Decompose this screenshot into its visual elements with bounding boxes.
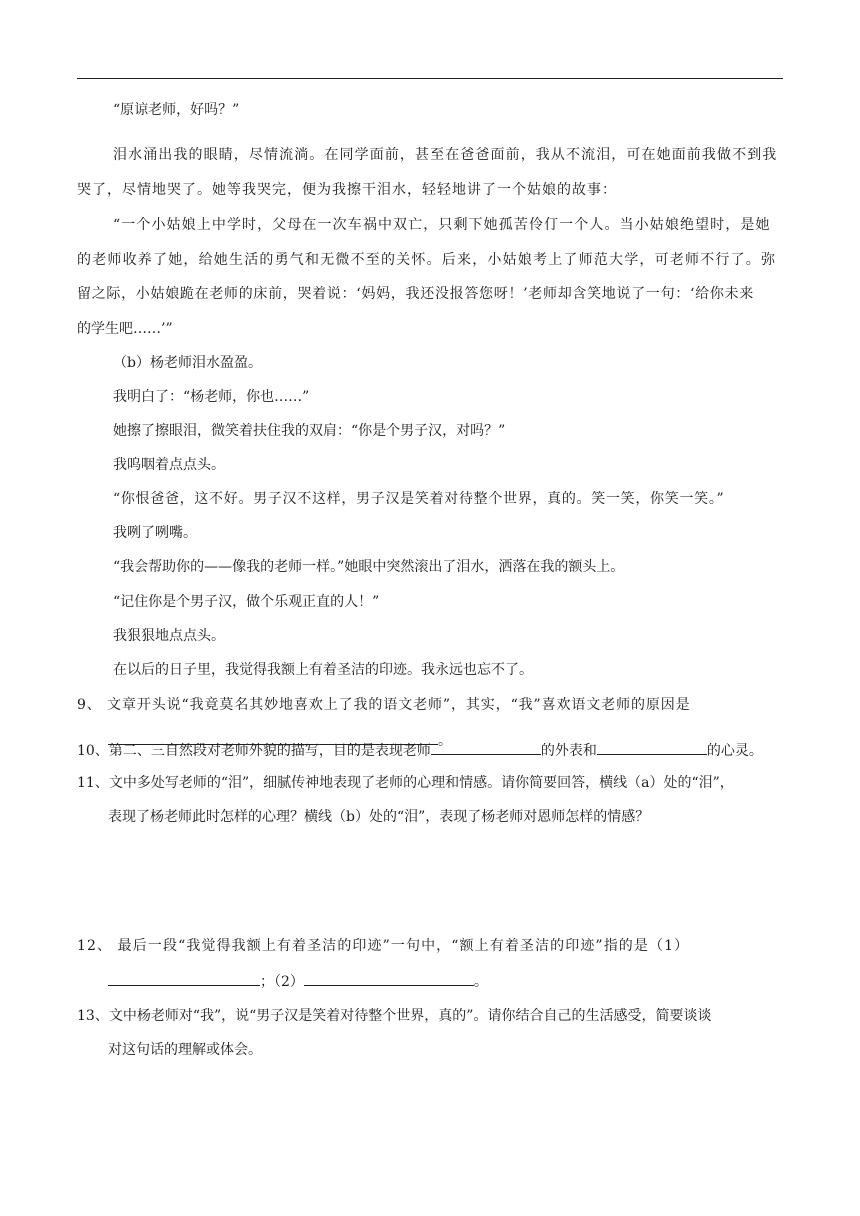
passage-line: 在以后的日子里，我觉得我额上有着圣洁的印迹。我永远也忘不了。 <box>113 662 533 678</box>
question-10-text: 10、第二、三自然段对老师外貌的描写，目的是表现老师 <box>77 743 431 759</box>
question-13-text: 对这句话的理解或体会。 <box>108 1042 262 1058</box>
passage-line: 泪水涌出我的眼睛，尽情流淌。在同学面前，甚至在爸爸面前，我从不流泪，可在她面前我做不到我 <box>113 147 778 163</box>
answer-blank[interactable] <box>108 971 260 986</box>
passage-line: 我呜咽着点点头。 <box>113 457 225 473</box>
passage-line: “原谅老师，好吗？” <box>113 102 240 118</box>
question-12-answer: ；（2） 。 <box>108 971 488 992</box>
question-13-text: 13、文中杨老师对“我”，说“男子汉是笑着对待整个世界，真的”。请你结合自己的生活感受，简要谈谈 <box>77 1008 712 1024</box>
passage-line: “你恨爸爸，这不好。男子汉不这样，男子汉是笑着对待整个世界，真的。笑一笑，你笑一笑。” <box>113 491 725 507</box>
question-11-text: 11、文中多处写老师的“泪”，细腻传神地表现了老师的心理和情感。请你简要回答，横线（a）处的“泪”， <box>77 775 734 791</box>
passage-line: “我会帮助你的——像我的老师一样。”她眼中突然滚出了泪水，洒落在我的额头上。 <box>113 559 625 575</box>
header-rule <box>77 78 783 79</box>
passage-line: 我狠狠地点点头。 <box>113 628 225 644</box>
passage-line: （b）杨老师泪水盈盈。 <box>113 355 262 371</box>
passage-line: 的学生吧……’” <box>77 321 173 337</box>
question-9-answer: 。 <box>108 730 452 751</box>
answer-blank[interactable] <box>304 971 474 986</box>
passage-line: 我咧了咧嘴。 <box>113 525 197 541</box>
question-12-text: 12、 最后一段“我觉得我额上有着圣洁的印迹”一句中，“额上有着圣洁的印迹”指的是（1） <box>77 938 690 954</box>
passage-line: “记住你是个男子汉，做个乐观正直的人！” <box>113 594 380 610</box>
question-9-text: 9、 文章开头说“我竟莫名其妙地喜欢上了我的语文老师”，其实，“我”喜欢语文老师的原因是 <box>77 697 691 713</box>
passage-line: “一个小姑娘上中学时，父母在一次车祸中双亡，只剩下她孤苦伶仃一个人。当小姑娘绝望时，是她 <box>113 217 771 233</box>
passage-line: 我明白了：“杨老师，你也……” <box>113 389 310 405</box>
passage-line: 的老师收养了她，给她生活的勇气和无微不至的关怀。后来，小姑娘考上了师范大学，可老师不行了。弥 <box>77 252 777 268</box>
answer-blank[interactable] <box>431 740 541 755</box>
passage-line: 她擦了擦眼泪，微笑着扶住我的双肩：“你是个男子汉，对吗？” <box>113 423 506 439</box>
question-10: 10、第二、三自然段对老师外貌的描写，目的是表现老师 的外表和 的心灵。 <box>77 740 763 761</box>
passage-line: 留之际，小姑娘跪在老师的床前，哭着说：‘妈妈，我还没报答您呀！’老师却含笑地说了一句：‘给你未来 <box>77 286 754 302</box>
answer-blank[interactable] <box>597 740 707 755</box>
question-11-text: 表现了杨老师此时怎样的心理？横线（b）处的“泪”，表现了杨老师对恩师怎样的情感？ <box>108 809 650 825</box>
passage-line: 哭了，尽情地哭了。她等我哭完，便为我擦干泪水，轻轻地讲了一个姑娘的故事： <box>77 182 617 198</box>
